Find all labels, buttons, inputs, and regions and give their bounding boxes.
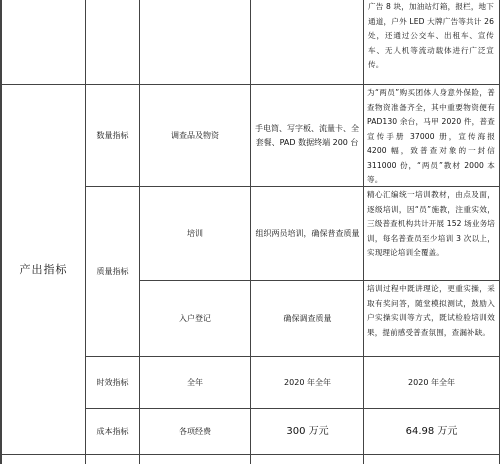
time-name: 全年	[187, 377, 203, 387]
cost-content: 300 万元	[286, 425, 329, 437]
quality-row-description: 精心汇编统一培训教材，由点及面，逐级培训，因“员”施教，注重实效，三级普查机构共计开展 152 场业务培训，每名普查员至少培训 3 次以上，实现理论培训全覆盖。	[367, 190, 495, 257]
quantity-name: 调查品及物资	[171, 130, 219, 140]
quality-row-description: 培训过程中既讲理论，更重实操，采取有奖问答，随堂模拟测试，鼓励入户实操实训等方式，既试检验培训效果，提前感受普查氛围，查漏补缺。	[367, 284, 495, 337]
quality-row-content: 确保调查质量	[283, 313, 332, 323]
time-label: 时效指标	[96, 377, 129, 387]
quality-row-content: 组织两员培训，确保普查质量	[255, 228, 360, 238]
grid-line	[250, 0, 251, 464]
cost-label: 成本指标	[96, 426, 129, 436]
quality-row-name: 培训	[187, 228, 203, 238]
time-content: 2020 年全年	[284, 377, 331, 387]
quality-row-name: 入户登记	[179, 313, 211, 323]
grid-line	[0, 454, 500, 455]
cost-name: 各项经费	[179, 426, 211, 436]
top-description: 广告 8 块，加油站灯箱，报栏，地下通道，户外 LED 大牌广告等共计 26 处，还通过公交车、出租车、宣传车、无人机等流动载体进行广泛宣传。	[368, 2, 494, 69]
time-description: 2020 年全年	[408, 377, 455, 387]
quantity-label: 数量指标	[96, 130, 129, 140]
quality-label: 质量指标	[96, 266, 129, 276]
quantity-content: 手电筒、写字板、流量卡、全套餐、PAD 数据终端 200 台	[255, 123, 359, 147]
section-label: 产出指标	[19, 262, 68, 276]
quantity-description: 为“两员”购买团体人身意外保险，普查物资准备齐全，其中重要物资便有 PAD130 余台，马甲 2020 件，普查宣传手册 37000 册，宣传海报 4200 幅，致普查对象的一封信 311000 份，“两员”教材 2000 本等。	[367, 88, 495, 184]
cost-description: 64.98 万元	[405, 425, 458, 437]
